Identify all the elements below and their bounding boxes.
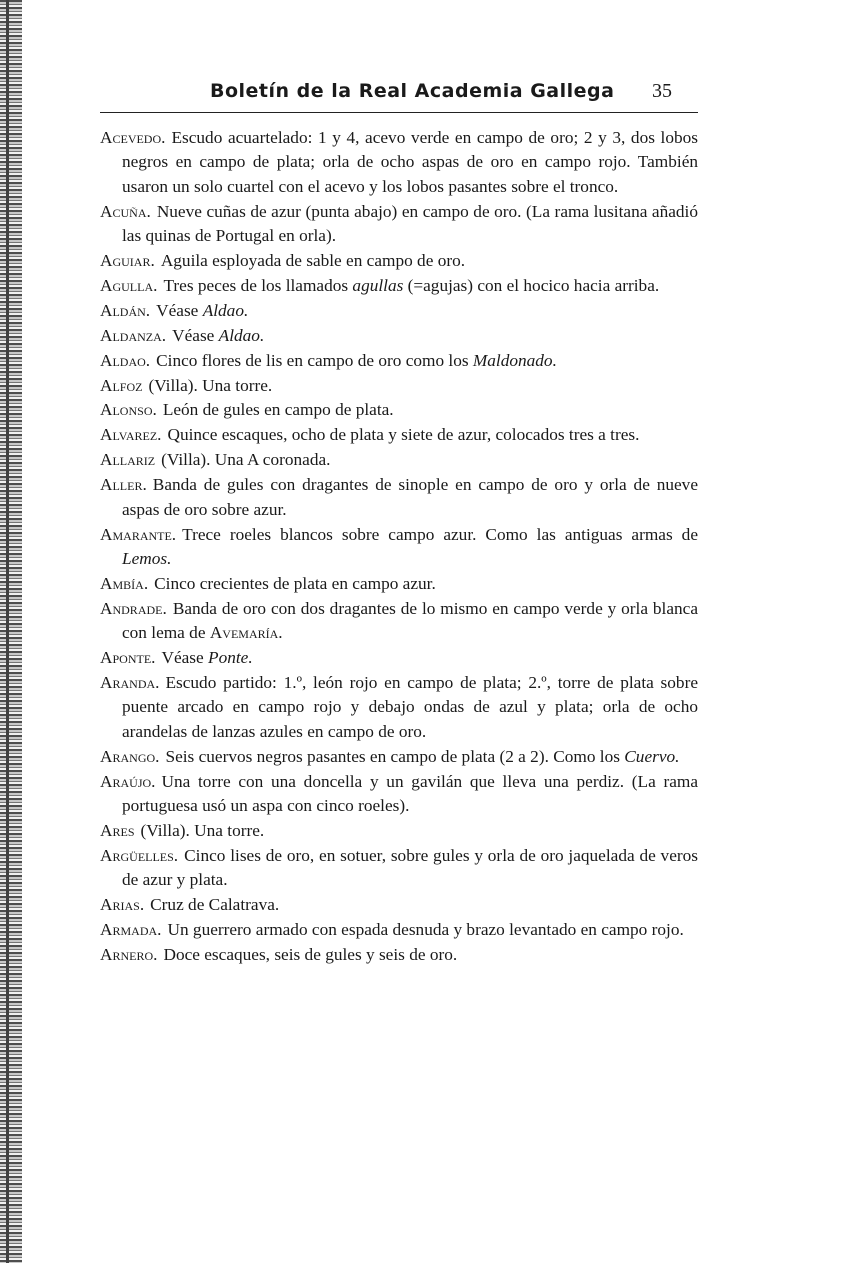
entry-description: Véase — [172, 325, 219, 345]
entry-surname: Aldán. — [100, 300, 151, 320]
entry-description: Una torre con una doncella y un gavilán que lleva una perdiz. (La rama portuguesa usó un aspa con cinco roeles). — [122, 771, 698, 815]
entry — [100, 249, 698, 273]
entry-reference: Lemos. — [122, 548, 172, 568]
entry-surname: Amarante. — [100, 524, 177, 544]
entry-surname: Alvarez. — [100, 425, 162, 445]
entry — [100, 299, 698, 323]
entry-description: (Villa). Una torre. — [148, 375, 273, 395]
entry-surname: Argüelles. — [100, 845, 179, 865]
entry-surname: Aguiar. — [100, 251, 155, 271]
entry-reference: Cuervo. — [624, 746, 680, 766]
entry-description: Cinco flores de lis en campo de oro como los — [156, 350, 473, 370]
entry-description: Escudo acuartelado: 1 y 4, acevo verde en campo de oro; 2 y 3, dos lobos negros en campo de plata; orla de ocho aspas de oro en campo rojo. También usaron un solo cuartel con el acevo y los lobos pasantes sobre el tronco. — [122, 128, 698, 196]
entry-surname: Araújo. — [100, 771, 156, 791]
entry — [100, 374, 698, 398]
entry — [100, 770, 698, 819]
entry-description: Véase — [161, 648, 209, 668]
heraldry-entries-list — [100, 126, 698, 968]
entry-description: Banda de oro con dos dragantes de lo mismo en campo verde y orla blanca con lema de — [122, 598, 698, 643]
entry-surname: Ares — [100, 820, 135, 840]
entry-description: Trece roeles blancos sobre campo azur. Como las antiguas armas de — [182, 524, 698, 544]
entry — [100, 398, 698, 422]
entry-surname: Agulla. — [100, 275, 158, 295]
entry-surname: Aldao. — [100, 350, 151, 370]
entry-description: Aguila esployada de sable en campo de oro. — [160, 251, 466, 271]
entry-reference: Ponte. — [208, 648, 253, 668]
entry-description: Cinco lises de oro, en sotuer, sobre gules y orla de oro jaquelada de veros de azur y plata. — [122, 845, 698, 890]
entry-description: Tres peces de los llamados — [163, 275, 353, 295]
entry — [100, 844, 698, 893]
entry-description: Véase — [156, 300, 203, 320]
entry — [100, 324, 698, 348]
entry-description: Quince escaques, ocho de plata y siete de azur, colocados tres a tres. — [167, 425, 640, 445]
entry-description: Banda de gules con dragantes de sinople en campo de oro y orla de nueve aspas de oro sobre azur. — [122, 475, 698, 519]
entry-surname: Armada. — [100, 920, 162, 939]
entry — [100, 943, 698, 967]
entry-description: Escudo partido: 1.º, león rojo en campo de plata; 2.º, torre de plata sobre puente arcado en campo rojo y debajo ondas de azul y plata; orla de ocho arandelas de lanzas azules en campo de oro. — [122, 672, 698, 741]
entry-surname: Alfoz — [100, 375, 143, 395]
entry-description: Doce escaques, seis de gules y seis de oro. — [163, 944, 458, 964]
entry — [100, 349, 698, 373]
entry-description: Seis cuervos negros pasantes en campo de plata (2 a 2). Como los — [165, 746, 625, 766]
page-number: 35 — [652, 80, 672, 102]
entry-surname: Andrade. — [100, 598, 167, 618]
entry — [100, 918, 698, 942]
entry-surname: Arnero. — [100, 944, 158, 964]
entry — [100, 423, 698, 447]
entry-surname: Arias. — [100, 895, 145, 915]
entry — [100, 126, 698, 199]
entry — [100, 274, 698, 298]
entry-surname: Aponte. — [100, 648, 156, 668]
entry-surname: Aranda. — [100, 672, 160, 692]
entry-surname: Aller. — [100, 475, 147, 495]
journal-title: Boletín de la Real Academia Gallega — [210, 80, 615, 102]
entry-surname: Allariz — [100, 450, 156, 470]
entry-reference: Maldonado. — [472, 350, 557, 370]
entry-description: Cruz de Calatrava. — [150, 895, 280, 915]
entry — [100, 819, 698, 843]
entry — [100, 745, 698, 769]
entry — [100, 572, 698, 596]
entry-description: Un guerrero armado con espada desnuda y brazo levantado en campo rojo. — [167, 920, 684, 939]
entry — [100, 893, 698, 917]
entry-description: (=agujas) con el hocico hacia arriba. — [403, 275, 660, 295]
entry-description: León de gules en campo de plata. — [162, 400, 394, 420]
entry-description: Cinco crecientes de plata en campo azur. — [154, 573, 436, 593]
entry-reference: Aldao. — [202, 300, 249, 320]
entry — [100, 671, 698, 744]
entry-reference: Aldao. — [218, 325, 265, 345]
entry — [100, 597, 698, 646]
entry-description: (Villa). Una torre. — [140, 820, 265, 840]
running-header — [100, 78, 698, 113]
entry-surname: Ambía. — [100, 573, 149, 593]
entry-surname: Alonso. — [100, 400, 157, 420]
entry-reference: agullas — [352, 275, 404, 295]
entry — [100, 473, 698, 522]
entry-description: Nueve cuñas de azur (punta abajo) en campo de oro. (La rama lusitana añadió las quinas de Portugal en orla). — [122, 201, 698, 246]
entry-surname: Acuña. — [100, 201, 151, 221]
entry-description: (Villa). Una A coronada. — [161, 450, 331, 470]
entry — [100, 523, 698, 572]
entry-surname: Aldanza. — [100, 325, 167, 345]
entry-description: Avemaría. — [209, 623, 283, 643]
entry — [100, 200, 698, 249]
book-binding-edge — [0, 0, 22, 1263]
entry-surname: Arango. — [100, 746, 160, 766]
entry — [100, 646, 698, 670]
entry — [100, 448, 698, 472]
entry-surname: Acevedo. — [100, 128, 166, 147]
